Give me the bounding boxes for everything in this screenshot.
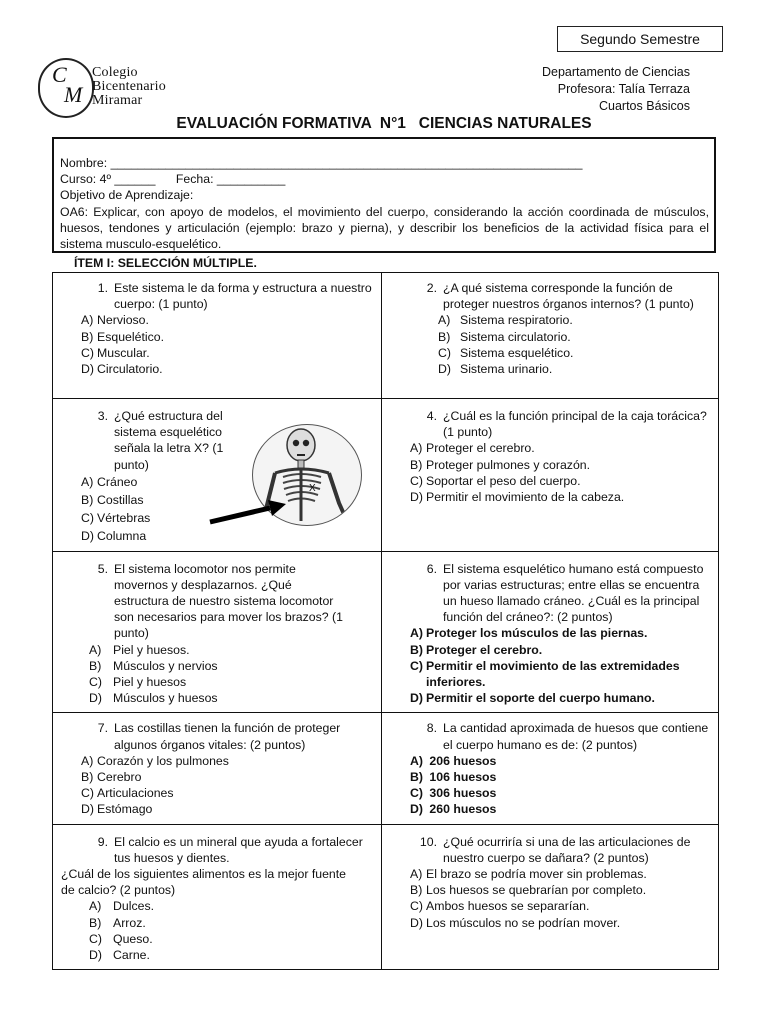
option-letter: A) xyxy=(410,753,423,768)
option-letter: B) xyxy=(89,658,102,673)
option-text[interactable]: Vértebras xyxy=(97,511,151,526)
option-text[interactable]: Permitir el movimiento de las extremidades inferiores. xyxy=(426,658,680,690)
question-number: 4. xyxy=(426,409,437,423)
option-letter: C) xyxy=(81,511,94,526)
school-name-line-1: Colegio xyxy=(92,65,138,80)
option-text[interactable]: Piel y huesos. xyxy=(113,642,190,657)
option-text[interactable]: Dulces. xyxy=(113,899,155,914)
option-text[interactable]: 206 huesos xyxy=(426,753,497,768)
option-letter: B) xyxy=(410,642,423,657)
option-letter: A) xyxy=(410,867,423,882)
option-letter: D) xyxy=(410,490,423,505)
grade-level: Cuartos Básicos xyxy=(598,99,690,113)
questions-table xyxy=(52,272,719,970)
option-text[interactable]: Soportar el peso del cuerpo. xyxy=(426,473,581,488)
option-letter: C) xyxy=(438,345,451,360)
option-text[interactable]: Nervioso. xyxy=(97,313,149,328)
question-text: ¿Qué estructura del sistema esquelético señala la letra X? (1 punto) xyxy=(114,409,224,472)
question-cell-4 xyxy=(382,399,719,552)
option-text[interactable]: Cerebro xyxy=(97,770,142,785)
option-letter: C) xyxy=(410,786,423,801)
question-text: El sistema esquelético humano está compuesto por varias estructuras; entre ellas se encuentra un hueso llamado cráneo. ¿Cuál es la principal función del cráneo?: (2 puntos) xyxy=(443,561,704,625)
option-text[interactable]: Costillas xyxy=(97,493,144,508)
option-letter: B) xyxy=(81,770,94,785)
option-letter: D) xyxy=(81,362,94,377)
question-number: 7. xyxy=(97,721,108,736)
option-letter: D) xyxy=(410,691,423,706)
logo-monogram-m: M xyxy=(64,82,83,107)
question-cell-10 xyxy=(382,824,719,970)
option-letter: D) xyxy=(410,802,423,817)
option-text[interactable]: Articulaciones xyxy=(97,786,174,801)
option-text[interactable]: Proteger pulmones y corazón. xyxy=(426,457,591,472)
option-text[interactable]: Sistema urinario. xyxy=(460,362,553,377)
semester-label: Segundo Semestre xyxy=(557,26,723,52)
school-name-line-2: Bicentenario xyxy=(92,79,166,94)
option-text[interactable]: Queso. xyxy=(113,931,153,946)
logo-monogram-c: C xyxy=(52,62,67,87)
question-text: El sistema locomotor nos permite movernos y desplazarnos. ¿Qué estructura de nuestro sistema locomotor son necesarios para mover los brazos? (1 punto) xyxy=(114,561,343,641)
question-cell-1 xyxy=(53,273,382,399)
option-text[interactable]: Sistema respiratorio. xyxy=(460,313,573,328)
option-letter: D) xyxy=(81,529,94,544)
question-cell-2 xyxy=(382,273,719,399)
option-letter: C) xyxy=(89,675,102,690)
option-text[interactable]: Sistema esquelético. xyxy=(460,345,574,360)
option-letter: B) xyxy=(438,329,451,344)
question-number: 2. xyxy=(426,281,437,295)
student-info-box xyxy=(52,137,716,253)
question-text: Este sistema le da forma y estructura a nuestro cuerpo: (1 punto) xyxy=(114,281,372,312)
question-number: 6. xyxy=(426,561,437,576)
option-text[interactable]: Músculos y nervios xyxy=(113,658,218,673)
option-text[interactable]: Músculos y huesos xyxy=(113,691,218,706)
question-number: 5. xyxy=(97,561,108,576)
option-letter: A) xyxy=(410,626,423,641)
option-letter: A) xyxy=(410,441,423,456)
option-letter: D) xyxy=(89,948,102,963)
option-text[interactable]: Columna xyxy=(97,529,147,544)
option-text[interactable]: Esquelético. xyxy=(97,329,164,344)
name-field[interactable]: Nombre: _____________________________________________________________________ xyxy=(60,156,583,170)
school-name xyxy=(92,66,166,108)
question-text-continued: ¿Cuál de los siguientes alimentos es la mejor fuente de calcio? (2 puntos) xyxy=(61,867,347,898)
question-text: ¿A qué sistema corresponde la función de proteger nuestros órganos internos? (1 punto) xyxy=(443,281,694,312)
question-cell-7 xyxy=(53,713,382,824)
option-letter: A) xyxy=(438,313,451,328)
option-text[interactable]: 260 huesos xyxy=(426,802,497,817)
option-letter: B) xyxy=(410,770,423,785)
question-number: 10. xyxy=(419,834,437,849)
option-text[interactable]: Permitir el movimiento de la cabeza. xyxy=(426,490,625,505)
option-text[interactable]: Los músculos no se podrían mover. xyxy=(426,915,621,930)
question-number: 3. xyxy=(97,409,108,423)
arrow-icon xyxy=(208,498,288,528)
option-text[interactable]: Piel y huesos xyxy=(113,675,187,690)
question-number: 1. xyxy=(97,281,108,295)
department-block xyxy=(542,64,690,115)
question-cell-5 xyxy=(53,551,382,713)
question-text: Las costillas tienen la función de proteger algunos órganos vitales: (2 puntos) xyxy=(114,721,341,752)
school-name-line-3: Miramar xyxy=(92,93,143,108)
option-letter: B) xyxy=(81,329,94,344)
course-date-field[interactable]: Curso: 4º ______ Fecha: __________ xyxy=(60,172,286,187)
option-letter: D) xyxy=(410,915,423,930)
option-letter: A) xyxy=(81,474,94,489)
option-letter: B) xyxy=(410,457,423,472)
question-cell-6 xyxy=(382,551,719,713)
option-letter: D) xyxy=(81,802,94,817)
option-letter: C) xyxy=(410,473,423,488)
question-text: ¿Qué ocurriría si una de las articulaciones de nuestro cuerpo se dañara? (2 puntos) xyxy=(443,834,691,865)
question-text: La cantidad aproximada de huesos que contiene el cuerpo humano es de: (2 puntos) xyxy=(443,721,709,752)
question-cell-8 xyxy=(382,713,719,824)
option-text[interactable]: Sistema circulatorio. xyxy=(460,329,571,344)
option-text[interactable]: Proteger el cerebro. xyxy=(426,642,543,657)
option-text[interactable]: Ambos huesos se separarían. xyxy=(426,899,590,914)
option-text[interactable]: 306 huesos xyxy=(426,786,497,801)
option-letter: C) xyxy=(89,931,102,946)
document-title: EVALUACIÓN FORMATIVA N°1 CIENCIAS NATURALES xyxy=(176,115,592,132)
question-number: 8. xyxy=(426,721,437,736)
option-text[interactable]: El brazo se podría mover sin problemas. xyxy=(426,867,647,882)
option-letter: A) xyxy=(81,753,94,768)
option-text[interactable]: Carne. xyxy=(113,948,150,963)
option-letter: C) xyxy=(81,786,94,801)
objective-label: Objetivo de Aprendizaje: xyxy=(60,188,194,203)
teacher-name: Profesora: Talía Terraza xyxy=(557,82,690,96)
question-cell-9 xyxy=(53,824,382,970)
option-text[interactable]: Estómago xyxy=(97,802,153,817)
objective-text: OA6: Explicar, con apoyo de modelos, el movimiento del cuerpo, considerando la acción coordinada de músculos, huesos, tendones y articulación (ejemplo: brazo y pierna), y describir los beneficios de la actividad física para el sistema musculo-esquelético. xyxy=(60,204,709,252)
option-text[interactable]: Permitir el soporte del cuerpo humano. xyxy=(426,691,655,706)
option-text[interactable]: 106 huesos xyxy=(426,770,497,785)
option-letter: A) xyxy=(89,642,102,657)
option-letter: C) xyxy=(410,899,423,914)
question-text: El calcio es un mineral que ayuda a fortalecer tus huesos y dientes. xyxy=(114,834,363,865)
question-text: ¿Cuál es la función principal de la caja torácica? (1 punto) xyxy=(443,409,707,440)
option-letter: A) xyxy=(89,899,102,914)
department-name: Departamento de Ciencias xyxy=(542,65,690,79)
option-letter: C) xyxy=(81,345,94,360)
option-text[interactable]: Arroz. xyxy=(113,915,146,930)
option-letter: B) xyxy=(89,915,102,930)
option-letter: B) xyxy=(81,493,94,508)
option-text[interactable]: Los huesos se quebrarían por completo. xyxy=(426,883,647,898)
option-letter: D) xyxy=(438,362,451,377)
section-title: ÍTEM I: SELECCIÓN MÚLTIPLE. xyxy=(74,256,257,270)
option-text[interactable]: Proteger los músculos de las piernas. xyxy=(426,626,648,641)
question-number: 9. xyxy=(97,834,108,849)
option-letter: C) xyxy=(410,658,423,673)
option-text[interactable]: Corazón y los pulmones xyxy=(97,753,229,768)
option-letter: D) xyxy=(89,691,102,706)
label-x: X xyxy=(309,483,316,494)
option-text[interactable]: Proteger el cerebro. xyxy=(426,441,535,456)
option-text[interactable]: Cráneo xyxy=(97,474,138,489)
option-text[interactable]: Circulatorio. xyxy=(97,362,163,377)
option-letter: B) xyxy=(410,883,423,898)
option-text[interactable]: Muscular. xyxy=(97,345,150,360)
option-letter: A) xyxy=(81,313,94,328)
